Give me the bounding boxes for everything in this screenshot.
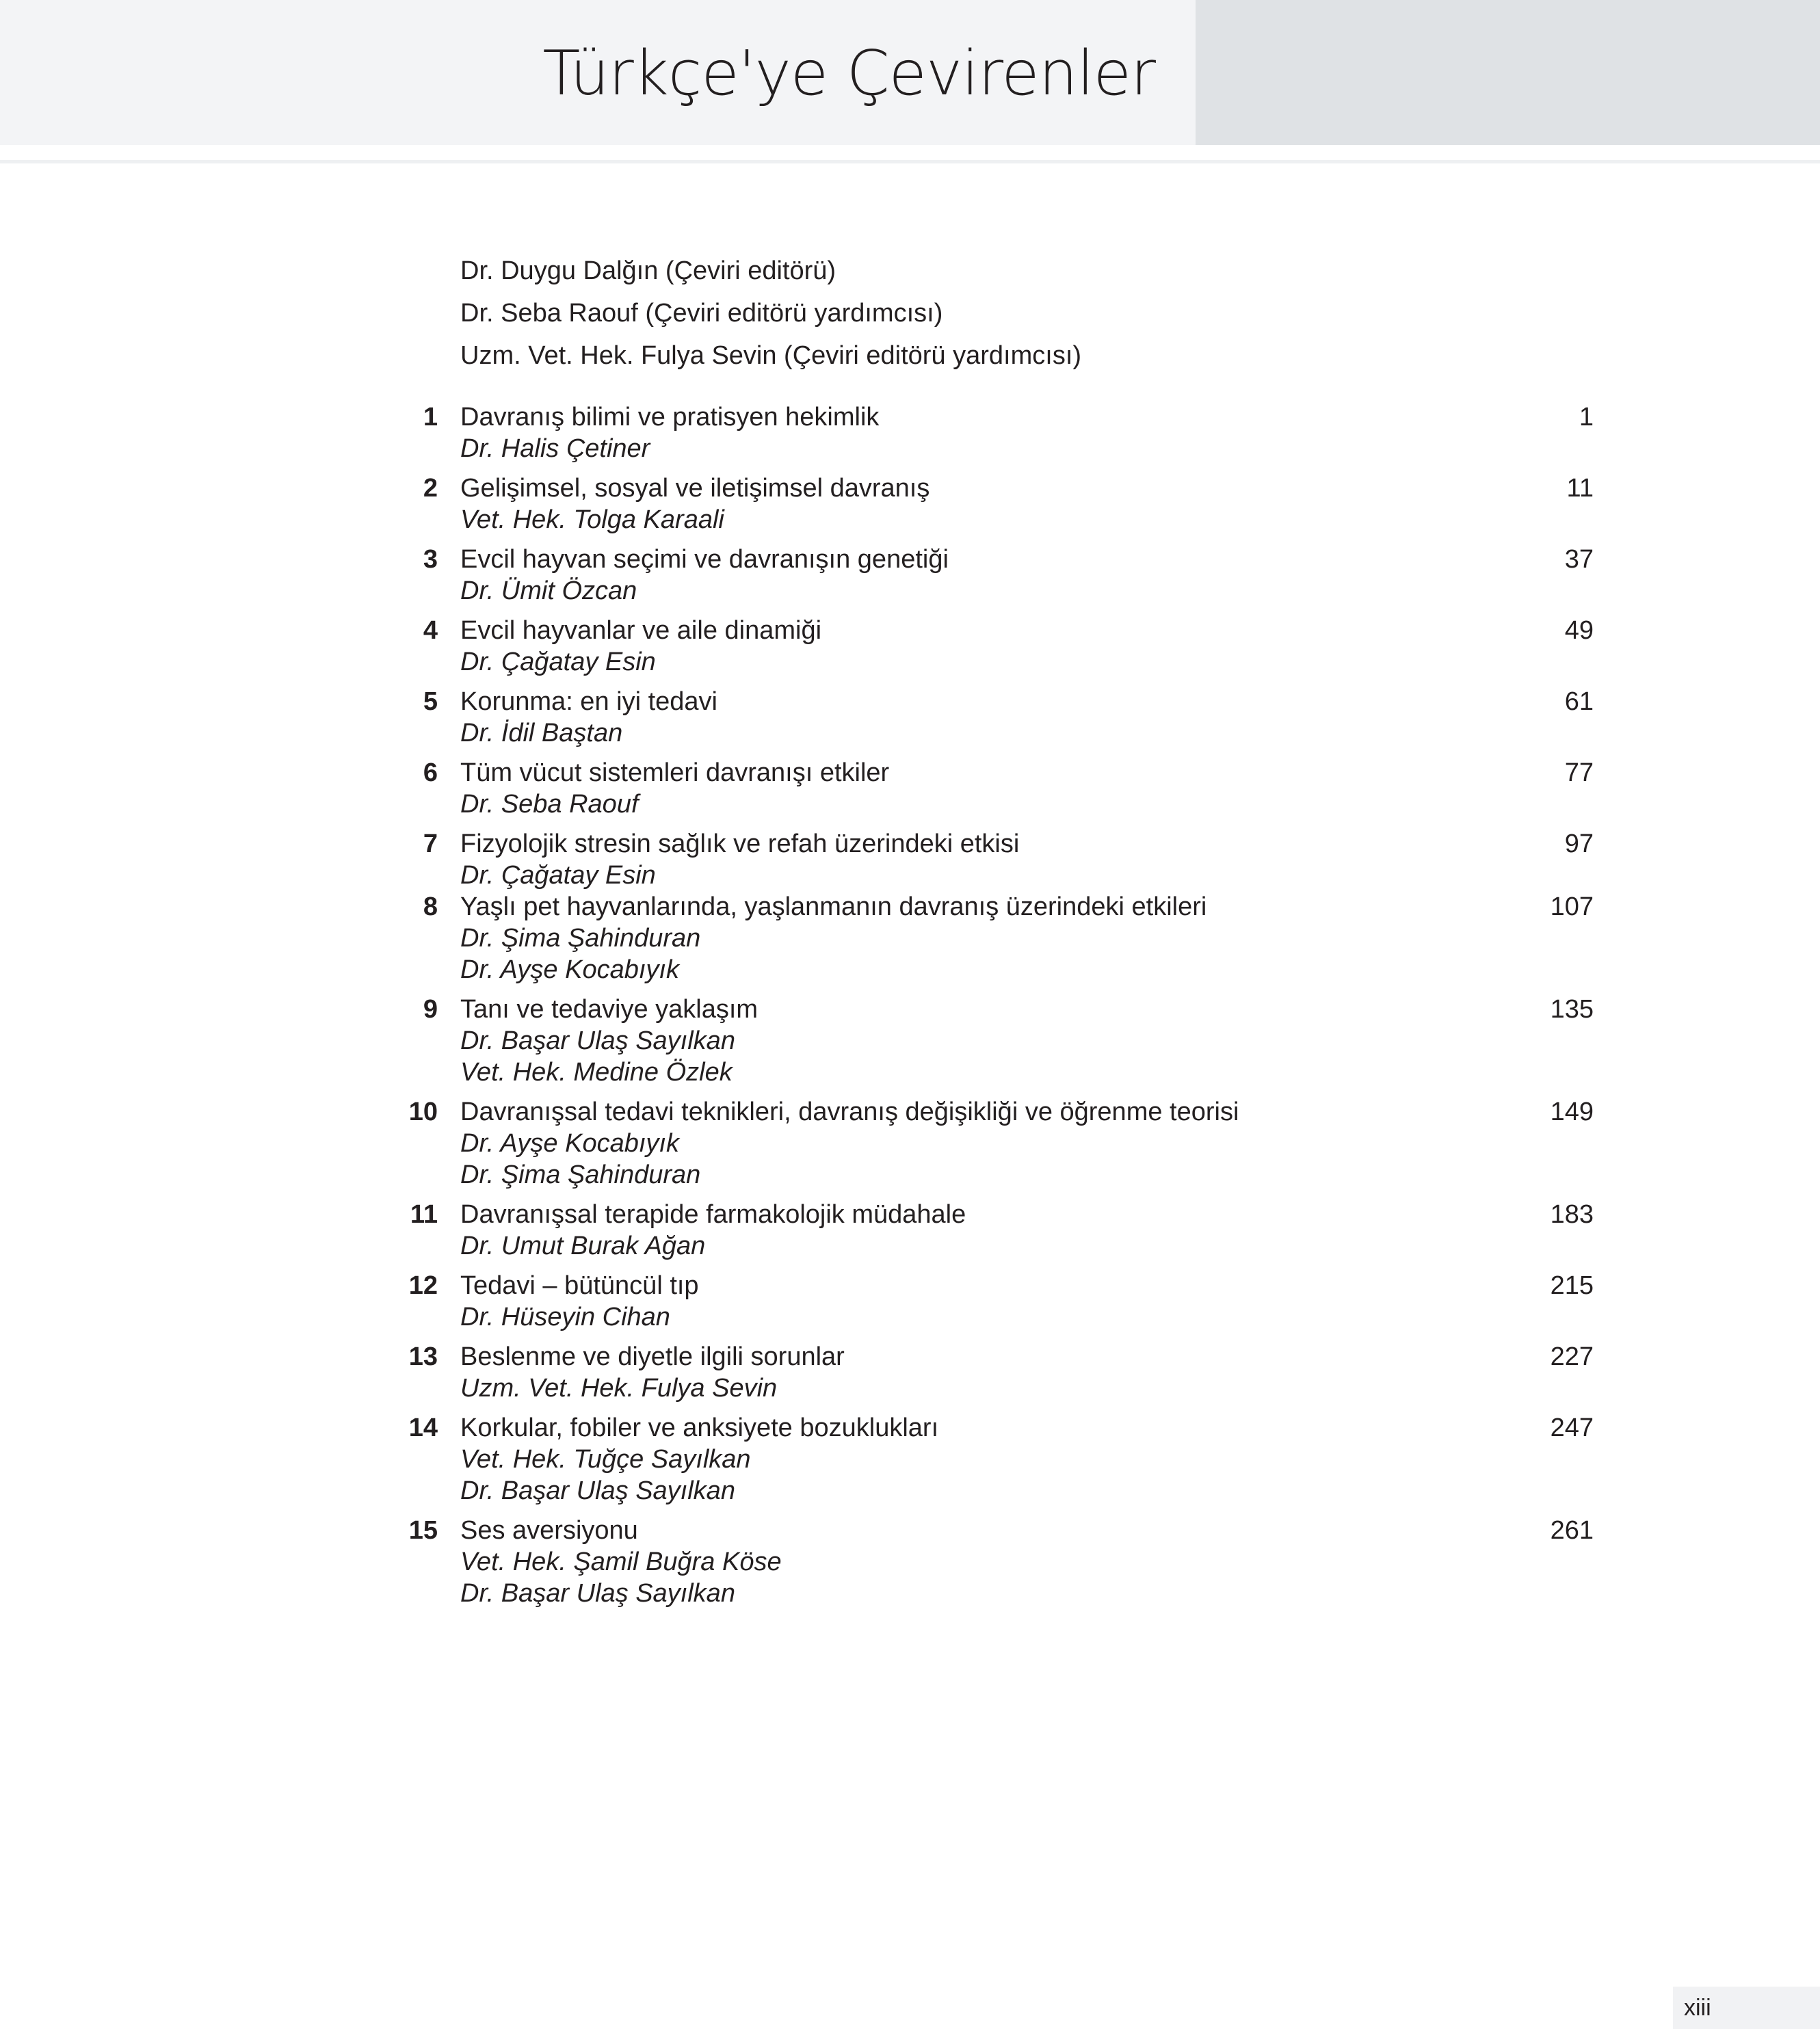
chapter-page: 227 [1550,1342,1594,1371]
chapter-translator: Vet. Hek. Tuğçe Sayılkan [460,1445,751,1474]
chapter-title: Fizyolojik stresin sağlık ve refah üzerindeki etkisi [460,830,1020,858]
chapter-page: 97 [1564,830,1594,858]
editor-line: Dr. Seba Raouf (Çeviri editörü yardımcısı) [460,299,943,328]
chapter-number: 14 [408,1414,438,1442]
editor-line: Uzm. Vet. Hek. Fulya Sevin (Çeviri editörü yardımcısı) [460,341,1082,370]
chapter-translator: Dr. Şima Şahinduran [460,1161,701,1189]
chapter-number: 4 [423,616,438,645]
editor-line: Dr. Duygu Dalğın (Çeviri editörü) [460,256,836,285]
chapter-title: Tüm vücut sistemleri davranışı etkiler [460,758,890,787]
chapter-page: 107 [1550,892,1594,921]
chapter-number: 9 [423,995,438,1024]
chapter-translator: Dr. Umut Burak Ağan [460,1232,706,1260]
chapter-translator: Vet. Hek. Şamil Buğra Köse [460,1548,782,1576]
chapter-number: 13 [408,1342,438,1371]
chapter-title: Korunma: en iyi tedavi [460,687,717,716]
chapter-title: Yaşlı pet hayvanlarında, yaşlanmanın davranış üzerindeki etkileri [460,892,1207,921]
chapter-title: Ses aversiyonu [460,1516,638,1545]
toc-entry [383,1270,1594,1333]
chapter-title: Evcil hayvanlar ve aile dinamiği [460,616,822,645]
chapter-number: 2 [423,474,438,503]
chapter-page: 61 [1564,687,1594,716]
chapter-title: Korkular, fobiler ve anksiyete bozuklukları [460,1414,939,1442]
chapter-number: 5 [423,687,438,716]
chapter-translator: Dr. Başar Ulaş Sayılkan [460,1026,735,1055]
toc-entry [383,1515,1594,1609]
chapter-translator: Dr. Ayşe Kocabıyık [460,955,679,984]
toc-entry [383,891,1594,985]
toc-entry [383,757,1594,820]
toc-entry [383,1341,1594,1404]
chapter-page: 11 [1566,474,1594,503]
chapter-page: 247 [1550,1414,1594,1442]
chapter-number: 10 [408,1098,438,1126]
chapter-number: 1 [423,403,438,432]
chapter-translator: Dr. Başar Ulaş Sayılkan [460,1476,735,1505]
chapter-translator: Dr. Hüseyin Cihan [460,1303,670,1331]
chapter-translator: Dr. Çağatay Esin [460,861,656,890]
chapter-number: 8 [423,892,438,921]
chapter-number: 15 [408,1516,438,1545]
chapter-page: 135 [1550,995,1594,1024]
chapter-translator: Dr. Şima Şahinduran [460,924,701,953]
chapter-translator: Uzm. Vet. Hek. Fulya Sevin [460,1374,778,1403]
chapter-title: Evcil hayvan seçimi ve davranışın genetiği [460,545,949,574]
chapter-page: 1 [1579,403,1594,432]
chapter-title: Davranışsal tedavi teknikleri, davranış değişikliği ve öğrenme teorisi [460,1098,1239,1126]
toc-entry [383,686,1594,749]
chapter-number: 6 [423,758,438,787]
chapter-translator: Dr. Ayşe Kocabıyık [460,1129,679,1158]
toc-entry [383,1412,1594,1507]
chapter-title: Gelişimsel, sosyal ve iletişimsel davranış [460,474,930,503]
chapter-translator: Vet. Hek. Tolga Karaali [460,505,724,534]
chapter-page: 37 [1564,545,1594,574]
chapter-translator: Dr. Başar Ulaş Sayılkan [460,1579,735,1608]
toc-entry [383,1096,1594,1191]
chapter-page: 77 [1564,758,1594,787]
chapter-translator: Dr. Çağatay Esin [460,648,656,676]
toc-entry [383,401,1594,464]
chapter-number: 12 [408,1271,438,1300]
table-of-contents [383,401,1594,1617]
chapter-translator: Dr. İdil Baştan [460,719,623,747]
chapter-translator: Dr. Halis Çetiner [460,434,650,463]
page-title: Türkçe'ye Çevirenler [542,38,1155,109]
chapter-translator: Vet. Hek. Medine Özlek [460,1058,733,1087]
chapter-title: Davranışsal terapide farmakolojik müdahale [460,1200,966,1229]
page-number: xiii [1684,1995,1711,2021]
toc-entry [383,994,1594,1088]
chapter-translator: Dr. Seba Raouf [460,790,639,819]
chapter-page: 149 [1550,1098,1594,1126]
chapter-translator: Dr. Ümit Özcan [460,576,637,605]
toc-entry [383,473,1594,535]
chapter-page: 261 [1550,1516,1594,1545]
chapter-title: Davranış bilimi ve pratisyen hekimlik [460,403,880,432]
toc-entry [383,1199,1594,1262]
chapter-number: 7 [423,830,438,858]
toc-entry [383,828,1594,891]
chapter-title: Tanı ve tedaviye yaklaşım [460,995,759,1024]
chapter-number: 3 [423,545,438,574]
header-divider [0,160,1820,163]
chapter-page: 183 [1550,1200,1594,1229]
chapter-page: 49 [1564,616,1594,645]
toc-entry [383,615,1594,678]
header-band-accent [1196,0,1820,145]
chapter-title: Tedavi – bütüncül tıp [460,1271,699,1300]
toc-entry [383,544,1594,607]
chapter-page: 215 [1550,1271,1594,1300]
chapter-title: Beslenme ve diyetle ilgili sorunlar [460,1342,845,1371]
editor-list [460,250,1081,377]
chapter-number: 11 [410,1200,438,1229]
